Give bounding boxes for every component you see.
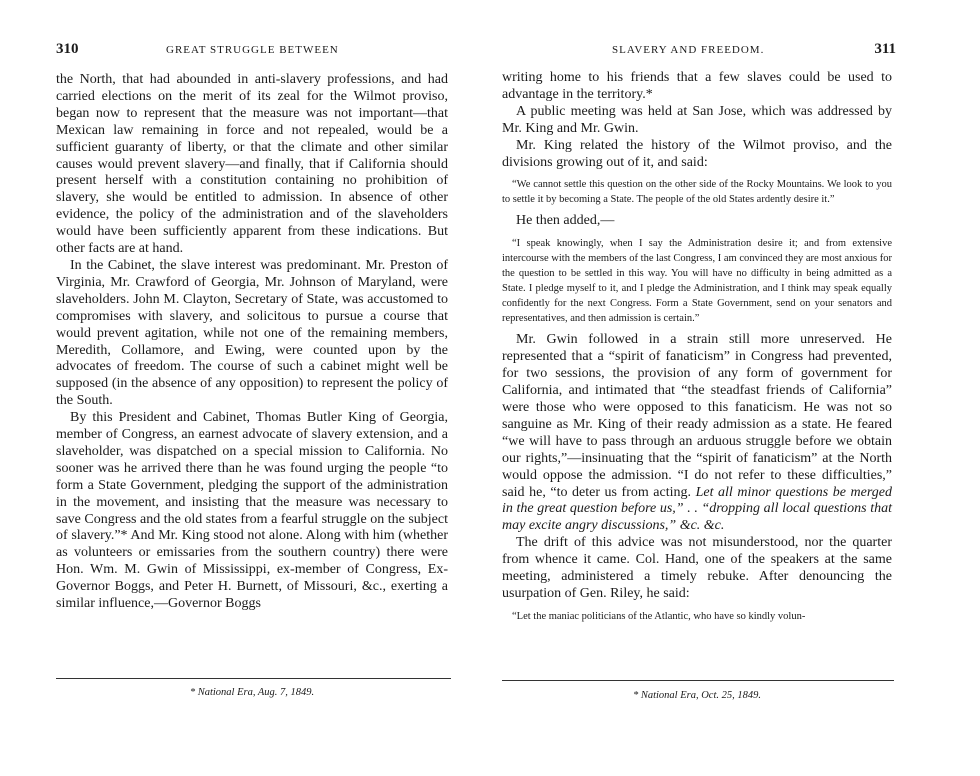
block-quote: “Let the maniac politicians of the Atlantic, who have so kindly volun-: [512, 610, 806, 622]
footnote-rule: [502, 680, 894, 681]
italic-text: Let all minor questions be merged in the great question before us,” . . “dropping all local questions that may excite angry discussions,” &c. &c.: [502, 484, 893, 534]
left-page: [56, 0, 448, 776]
paragraph: the North, that had abounded in anti-slavery professions, and had carried elections on the merit of its zeal for the Wilmot proviso, began now to represent that the measure was not important—that Mexican law remaining in force and not repealed, would be a sufficient guaranty of liberty, or that the climate and other similar causes would prevent slavery—and finally, that if California should present herself with a constitution containing no prohibition of slavery, she would be entitled to admission. In absence of other evidence, the policy of the administration and of the slaveholders would have been sufficiently apparent from these indications. But other facts are at hand.: [56, 72, 448, 257]
paragraph: The drift of this advice was not misunderstood, nor the quarter from whence it came. Col. Hand, one of the speakers at the same meeting, administered a timely rebuke. After denouncing the usurpation of Gen. Riley, he said:: [502, 535, 892, 601]
paragraph: writing home to his friends that a few slaves could be used to advantage in the territory.*: [502, 70, 892, 102]
running-head-title-left: GREAT STRUGGLE BETWEEN: [166, 44, 339, 56]
page-number-left: 310: [56, 41, 79, 57]
page-number-right: 311: [874, 41, 896, 57]
paragraph: By this President and Cabinet, Thomas Butler King of Georgia, member of Congress, an earnest advocate of slavery extension, and a slaveholder, was dispatched on a special mission to California. No sooner was he arrived there than he was found urging the people “to form a State Government, pledging the support of the administration in the movement, and insisting that the measure was necessary to save Congress and the old states from a fearful struggle on the subject of slavery.”* And Mr. King stood not alone. Along with him (whether as volunteers or emissaries from the southern country) there were Hon. Wm. M. Gwin of Mississippi, ex-member of Congress, Ex-Governor Boggs, and Peter H. Burnett, of Missouri, &c., exerting a similar influence,—Governor Boggs: [56, 410, 448, 612]
footnote-right: * National Era, Oct. 25, 1849.: [632, 690, 762, 701]
paragraph: [502, 332, 892, 535]
paragraph: A public meeting was held at San Jose, which was addressed by Mr. King and Mr. Gwin.: [502, 103, 892, 136]
paragraph-text: Mr. Gwin followed in a strain still more unreserved. He represented that a “spirit of fanaticism” in Congress had prevented, for two sessions, the provision of any form of government for California, and intimated that “the steadfast friends of California” were those who were opposed to this fanaticism. He was not so sanguine as Mr. King of their ready admission as a state. He feared “we will have to pass through an arduous struggle before we obtain our rights,”—insinuating that the “spirit of fanaticism” at the North would oppose the admission. “I do not refer to these difficulties,” said he, “to deter us from acting.: [502, 332, 892, 500]
running-head-left: [56, 41, 448, 62]
running-head-title-right: SLAVERY AND FREEDOM.: [612, 44, 765, 56]
right-page-body: [502, 70, 892, 630]
running-head-right: [502, 41, 896, 62]
footnote-rule: [56, 678, 451, 679]
block-quote: “We cannot settle this question on the other side of the Rocky Mountains. We look to you to settle it by becoming a State. The people of the old States ardently desire it.”: [502, 179, 892, 206]
paragraph: Mr. King related the history of the Wilmot proviso, and the divisions growing out of it, and said:: [502, 137, 892, 170]
footnote-left: * National Era, Aug. 7, 1849.: [189, 687, 315, 698]
block-quote: “I speak knowingly, when I say the Administration desire it; and from extensive intercourse with the members of the last Congress, I am convinced they are most anxious for the question to be settled in this way. You will have no difficulty in being admitted as a State. I pledge myself to it, and I pledge the Administration, and I think may speak equally confidently for the next Congress. Form a State Government, send on your senators and representatives, and then admission is certain.”: [502, 238, 892, 325]
paragraph: In the Cabinet, the slave interest was predominant. Mr. Preston of Virginia, Mr. Crawford of Georgia, Mr. Johnson of Maryland, were slaveholders. John M. Clayton, Secretary of State, was accustomed to compromises with slavery, and solicitous to pursue a course that would prevent agitation, while not one of the remaining members, Meredith, Collamore, and Ewing, were counted upon by the advocates of freedom. The course of such a cabinet might well be supposed (in the absence of any opposition) to represent the policy of the South.: [56, 257, 448, 409]
paragraph: He then added,—: [516, 213, 615, 229]
left-page-body: [56, 72, 448, 613]
right-page: [502, 0, 896, 776]
